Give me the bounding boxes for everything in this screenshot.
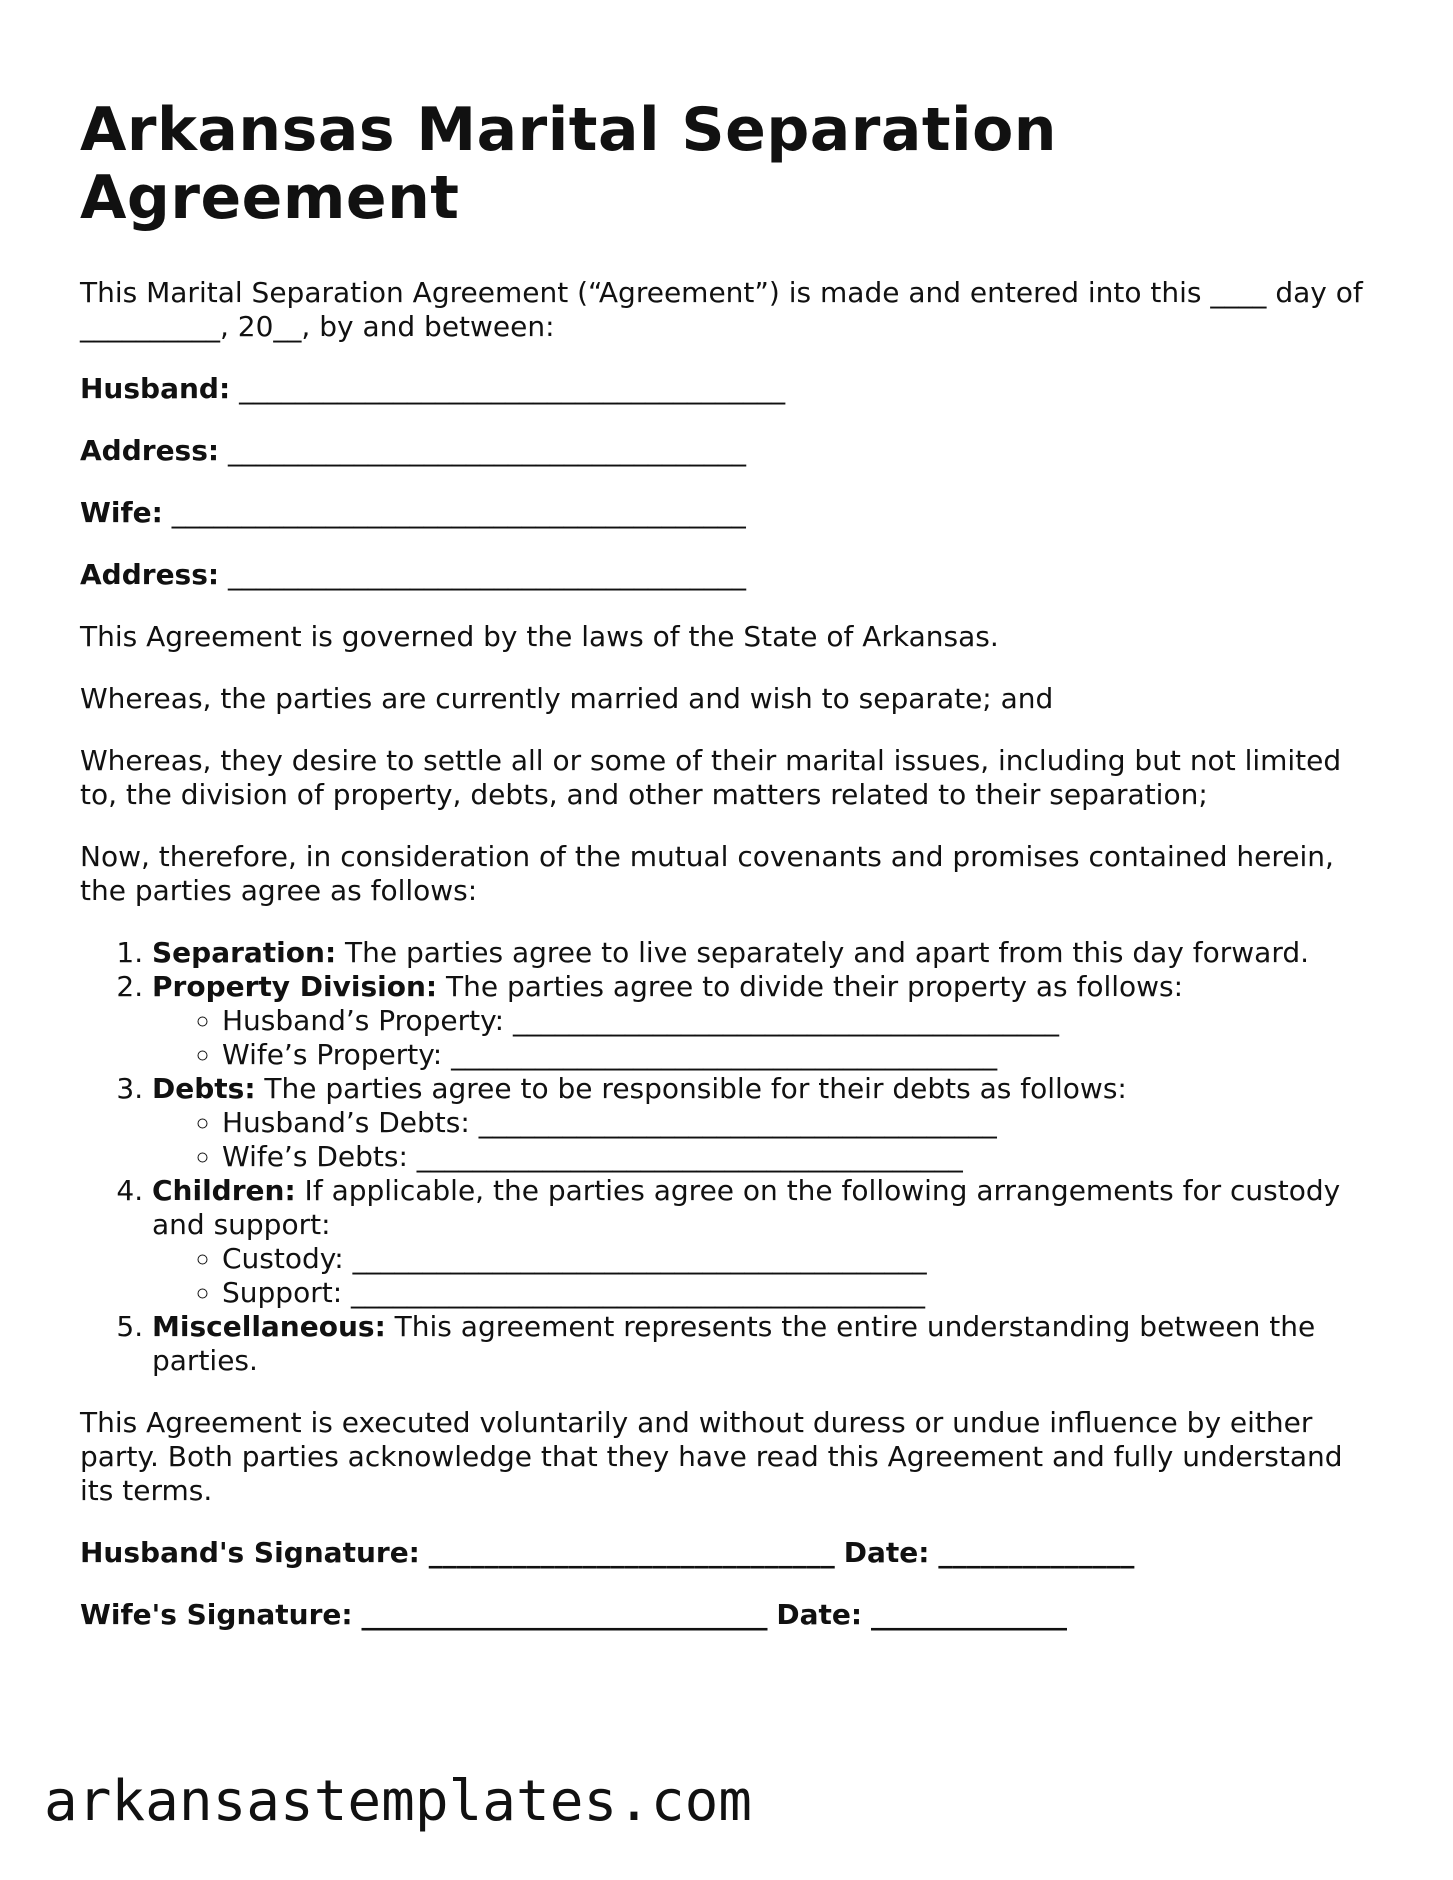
intro-paragraph: This Marital Separation Agreement (“Agreement”) is made and entered into this ____ day of __________, 20__, by and between:: [80, 276, 1363, 343]
wife-date-line[interactable]: ______________: [871, 1598, 1068, 1631]
debts-sublist: [152, 1106, 1380, 1174]
husband-date-label: Date:: [843, 1536, 930, 1569]
wife-signature-label: Wife's Signature:: [80, 1598, 353, 1631]
husband-date-line[interactable]: ______________: [938, 1536, 1135, 1569]
term-children-text: If applicable, the parties agree on the following arrangements for custody and support:: [152, 1174, 1341, 1241]
children-sublist: [152, 1242, 1380, 1310]
husband-line[interactable]: _______________________________________: [239, 372, 786, 405]
wife-address-label: Address:: [80, 558, 220, 591]
wife-label: Wife:: [80, 496, 163, 529]
governing-law-paragraph: This Agreement is governed by the laws of the State of Arkansas.: [80, 620, 999, 653]
site-watermark: arkansastemplates.com: [44, 1769, 753, 1834]
wife-date-label: Date:: [776, 1598, 863, 1631]
term-property-text: The parties agree to divide their property as follows:: [437, 970, 1184, 1003]
husband-debts-line[interactable]: ◦ Husband’s Debts: _____________________________________: [222, 1106, 1380, 1140]
husband-signature-label: Husband's Signature:: [80, 1536, 420, 1569]
support-line[interactable]: ◦ Support: _________________________________________: [222, 1276, 1380, 1310]
wife-line[interactable]: _________________________________________: [171, 496, 746, 529]
husband-address-line[interactable]: _____________________________________: [228, 434, 746, 467]
property-sublist: [152, 1004, 1380, 1072]
term-separation: [152, 936, 1380, 970]
now-therefore-paragraph: Now, therefore, in consideration of the mutual covenants and promises contained herein, the parties agree as follows:: [80, 840, 1334, 907]
term-property-label: Property Division:: [152, 970, 438, 1003]
term-misc-text: This agreement represents the entire understanding between the parties.: [152, 1310, 1316, 1377]
whereas-married-paragraph: Whereas, the parties are currently married and wish to separate; and: [80, 682, 1054, 715]
closing-paragraph: This Agreement is executed voluntarily and without duress or undue influence by either party. Both parties acknowledge that they have read this Agreement and fully understand its terms.: [80, 1406, 1343, 1507]
wife-signature-row: [80, 1598, 1380, 1632]
term-miscellaneous: [152, 1310, 1380, 1378]
whereas-settle-paragraph: Whereas, they desire to settle all or some of their marital issues, including but not limited to, the division of property, debts, and other matters related to their separation;: [80, 744, 1342, 811]
term-children-label: Children:: [152, 1174, 296, 1207]
wife-debts-line[interactable]: ◦ Wife’s Debts: _______________________________________: [222, 1140, 1380, 1174]
term-children: [152, 1174, 1380, 1310]
wife-signature-line[interactable]: _____________________________: [361, 1598, 768, 1631]
term-debts-label: Debts:: [152, 1072, 256, 1105]
wife-address-line[interactable]: _____________________________________: [228, 558, 746, 591]
terms-list: [80, 936, 1380, 1378]
wife-field: [80, 496, 1380, 530]
husband-field: [80, 372, 1380, 406]
page-title: Arkansas Marital Separation Agreement: [80, 95, 1058, 233]
document-page: [80, 96, 1380, 1632]
husband-address-field: [80, 434, 1380, 468]
term-debts: [152, 1072, 1380, 1174]
term-property-division: [152, 970, 1380, 1072]
wife-address-field: [80, 558, 1380, 592]
term-separation-label: Separation:: [152, 936, 337, 969]
custody-line[interactable]: ◦ Custody: _________________________________________: [222, 1242, 1380, 1276]
term-debts-text: The parties agree to be responsible for their debts as follows:: [255, 1072, 1127, 1105]
husband-signature-line[interactable]: _____________________________: [428, 1536, 835, 1569]
husband-label: Husband:: [80, 372, 231, 405]
husband-address-label: Address:: [80, 434, 220, 467]
husband-property-line[interactable]: ◦ Husband’s Property: _______________________________________: [222, 1004, 1380, 1038]
term-separation-text: The parties agree to live separately and apart from this day forward.: [336, 936, 1310, 969]
wife-property-line[interactable]: ◦ Wife’s Property: _______________________________________: [222, 1038, 1380, 1072]
term-misc-label: Miscellaneous:: [152, 1310, 386, 1343]
husband-signature-row: [80, 1536, 1380, 1570]
